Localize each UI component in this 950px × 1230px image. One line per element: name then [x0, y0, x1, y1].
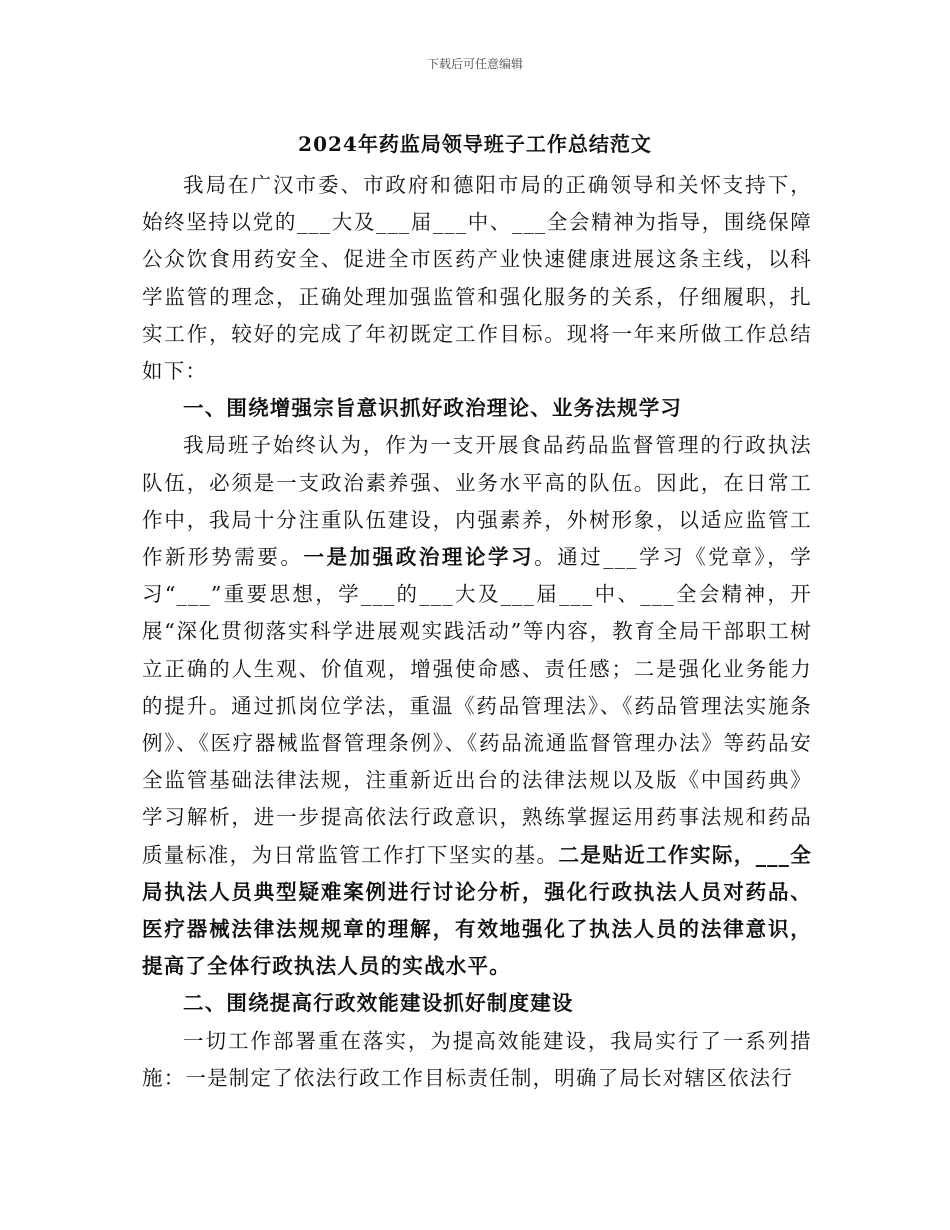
page-header: 下载后可任意编辑 — [426, 57, 523, 71]
document-body — [142, 167, 812, 1097]
section-1-bold-point-1: 一是加强政治理论学习 — [303, 545, 535, 570]
intro-paragraph: 我局在广汉市委、市政府和德阳市局的正确领导和关怀支持下，始终坚持以党的___大及___届___中、___全会精神为指导，围绕保障公众饮食用药安全、促进全市医药产业快速健康进展这条主线，以科学监管的理念，正确处理加强监管和强化服务的关系，仔细履职，扎实工作，较好的完成了年初既定工作目标。现将一年来所做工作总结如下： — [142, 173, 812, 384]
section-2-paragraph: 一切工作部署重在落实，为提高效能建设，我局实行了一系列措施：一是制定了依法行政工作目标责任制，明确了局长对辖区依法行 — [142, 1028, 812, 1090]
section-1-bold-point-2: 二是贴近工作实际，___全局执法人员典型疑难案例进行讨论分析，强化行政执法人员对药品、医疗器械法律法规规章的理解，有效地强化了执法人员的法律意识，提高了全体行政执法人员的实战水平。 — [142, 842, 812, 979]
document-title: 2024年药监局领导班子工作总结范文 — [298, 132, 652, 156]
section-2-heading: 二、围绕提高行政效能建设抓好制度建设 — [183, 991, 574, 1016]
section-1-heading: 一、围绕增强宗旨意识抓好政治理论、业务法规学习 — [183, 396, 683, 421]
section-1-text-middle: 。通过___学习《党章》，学习“___”重要思想，学___的___大及___届___中、___全会精神，开展“深化贯彻落实科学进展观实践活动”等内容，教育全局干部职工树立正确的人生观、价值观，增强使命感、责任感；二是强化业务能力的提升。通过抓岗位学法，重温《药品管理法》、《药品管理法实施条例》、《医疗器械监督管理条例》、《药品流通监督管理办法》等药品安全监管基础法律法规，注重新近出台的法律法规以及版《中国药典》学习解析，进一步提高依法行政意识，熟练掌握运用药事法规和药品质量标准，为日常监管工作打下坚实的基。 — [142, 545, 812, 867]
section-1-paragraph — [142, 427, 812, 985]
section-1-text-start: 我局班子始终认为，作为一支开展食品药品监督管理的行政执法队伍，必须是一支政治素养强、业务水平高的队伍。因此，在日常工作中，我局十分注重队伍建设，内强素养，外树形象，以适应监管工作新形势需要。 — [142, 433, 812, 570]
